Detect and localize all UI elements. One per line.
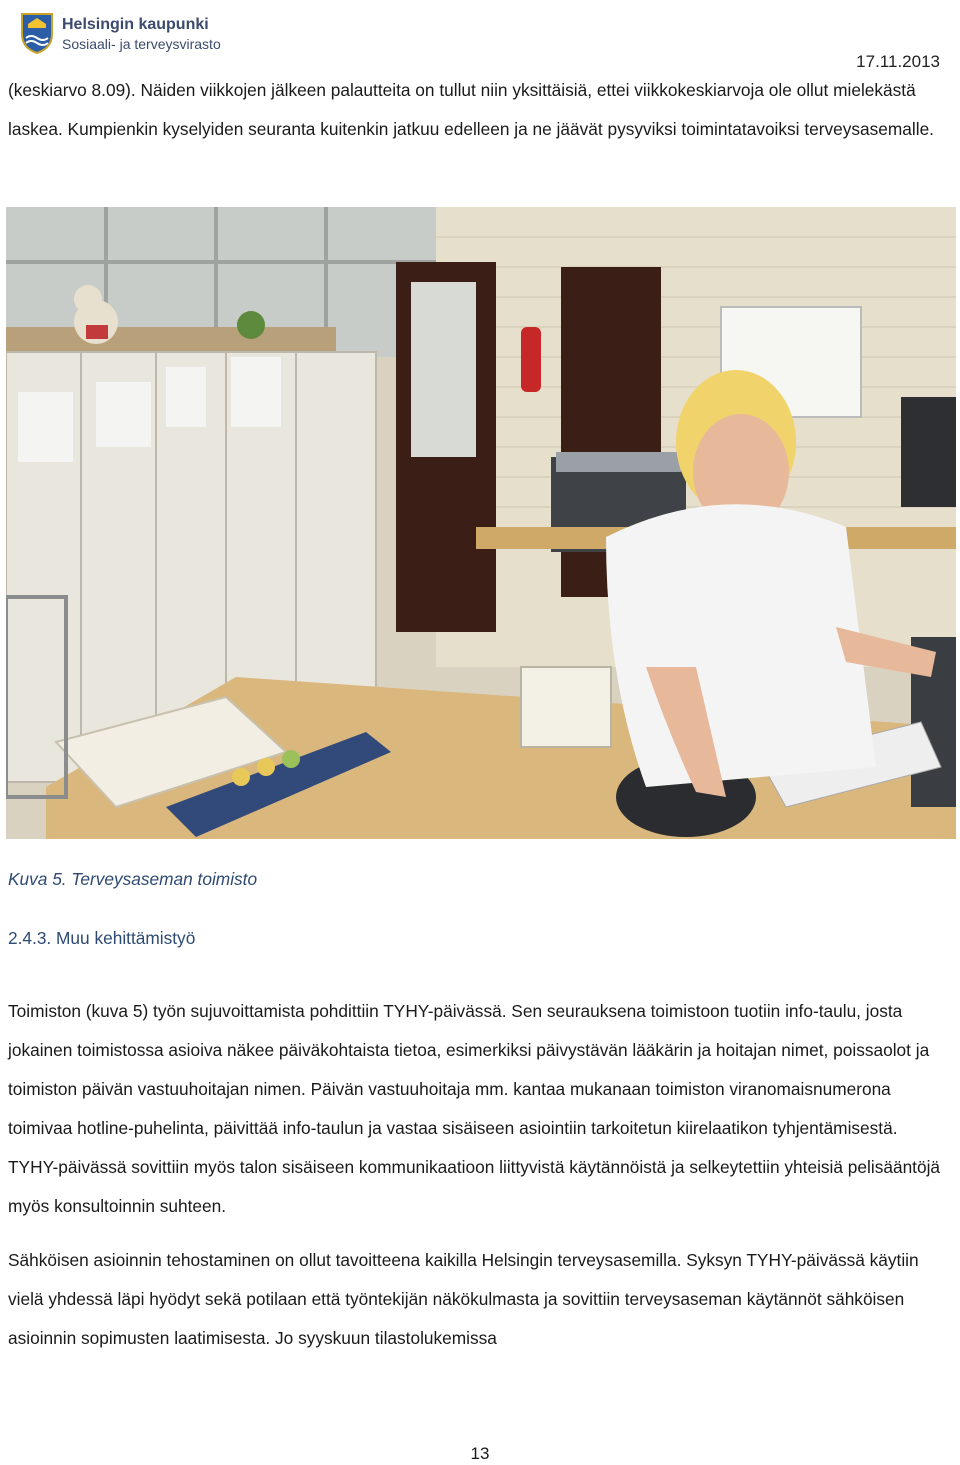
page-number: 13 [470,1444,490,1463]
figure-caption: Kuva 5. Terveysaseman toimisto [8,869,258,889]
body-paragraph-2: Sähköisen asioinnin tehostaminen on ollut tavoitteena kaikilla Helsingin terveysasemilla. Syksyn TYHY-päivässä käytiin vielä yhdessä läpi hyödyt sekä potilaan että työntekijän näkökulmasta ja sovittiin terveysaseman käytännöt sähköisen asioinnin sopimusten laatimisesta. Jo syyskuun tilastolukemissa [8,1250,919,1348]
logo-department-name: Sosiaali- ja terveysvirasto [62,36,221,52]
helsinki-crest-icon [20,12,54,54]
body-paragraph-1: Toimiston (kuva 5) työn sujuvoittamista pohdittiin TYHY-päivässä. Sen seurauksena toimistoon tuotiin info-taulu, josta jokainen toimistossa asioiva näkee päiväkohtaista tietoa, esimerkiksi päivystävän lääkärin ja hoitajan nimet, poissaolot ja toimiston päivän vastuuhoitajan nimen. Päivän vastuuhoitaja mm. kantaa mukanaan toimiston viranomaisnumerona toimivaa hotline-puhelinta, päivittää info-taulun ja vastaa sisäiseen asiointiin tarkoitetun kiirelaatikon tyhjentämisestä. TYHY-päivässä sovittiin myös talon sisäiseen kommunikaatioon liittyvistä käytännöistä ja selkeytettiin yhteisiä pelisääntöjä myös konsultoinnin suhteen. [8,1001,941,1216]
office-photo [6,207,956,839]
intro-paragraph: (keskiarvo 8.09). Näiden viikkojen jälkeen palautteita on tullut niin yksittäisiä, ettei viikkokeskiarvoja ole ollut mielekästä laskea. Kumpienkin kyselyiden seuranta kuitenkin jatkuu edelleen ja ne jäävät pysyviksi toimintatavoiksi terveysasemalle. [8,80,934,139]
city-logo [20,12,250,56]
section-heading: 2.4.3. Muu kehittämistyö [8,928,196,948]
logo-city-name: Helsingin kaupunki [62,16,209,33]
document-date: 17.11.2013 [856,52,940,71]
